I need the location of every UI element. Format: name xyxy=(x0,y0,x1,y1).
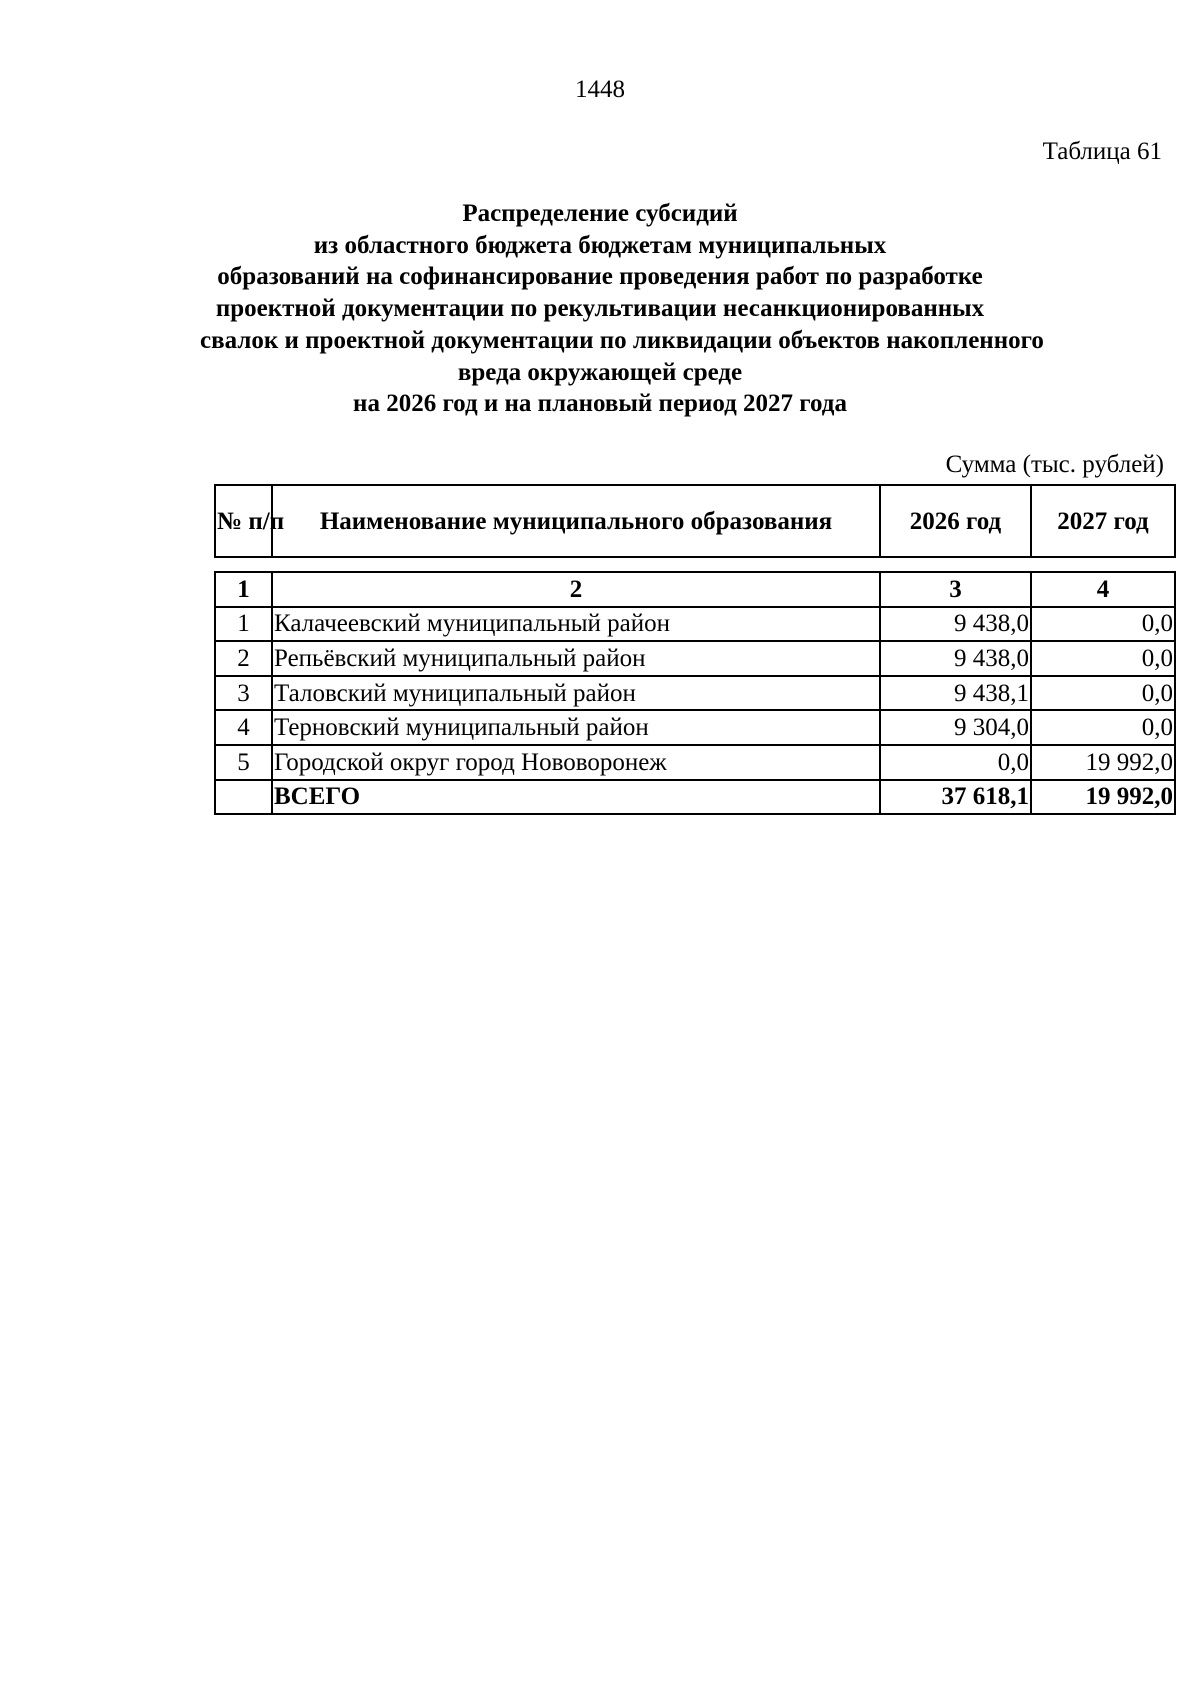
amount-2026: 9 438,0 xyxy=(880,641,1031,676)
municipality-name: Репьёвский муниципальный район xyxy=(272,641,880,676)
table-row xyxy=(215,607,1175,642)
table-row xyxy=(215,745,1175,780)
amount-2027: 0,0 xyxy=(1031,641,1175,676)
page-number: 1448 xyxy=(575,76,625,103)
title-line: свалок и проектной документации по ликвидации объектов накопленного xyxy=(200,326,1044,354)
column-number: 4 xyxy=(1031,572,1175,607)
municipality-name: Городской округ город Нововоронеж xyxy=(272,745,880,780)
header-name: Наименование муниципального образования xyxy=(272,485,880,557)
municipality-name: Калачеевский муниципальный район xyxy=(272,607,880,642)
column-numbers-row xyxy=(215,572,1175,607)
column-number: 3 xyxy=(880,572,1031,607)
total-number xyxy=(215,780,272,815)
table-label: Таблица 61 xyxy=(1042,138,1162,165)
amount-2026: 0,0 xyxy=(880,745,1031,780)
header-number: № п/п xyxy=(215,485,272,557)
table-header xyxy=(214,484,1176,558)
column-number: 2 xyxy=(272,572,880,607)
table-row xyxy=(215,710,1175,745)
row-number: 3 xyxy=(215,676,272,711)
amount-2027: 0,0 xyxy=(1031,676,1175,711)
header-2026: 2026 год xyxy=(880,485,1031,557)
title-line: Распределение субсидий xyxy=(462,200,738,227)
title-line: вреда окружающей среде xyxy=(457,358,743,386)
header-2027: 2027 год xyxy=(1031,485,1175,557)
amount-2027: 0,0 xyxy=(1031,710,1175,745)
row-number: 2 xyxy=(215,641,272,676)
municipality-name: Таловский муниципальный район xyxy=(272,676,880,711)
amount-2026: 9 438,1 xyxy=(880,676,1031,711)
data-table xyxy=(214,571,1176,815)
document-title xyxy=(200,198,1044,420)
total-label: ВСЕГО xyxy=(272,780,880,815)
units-label: Сумма (тыс. рублей) xyxy=(945,451,1164,478)
total-2026: 37 618,1 xyxy=(880,780,1031,815)
table-row xyxy=(215,641,1175,676)
title-line: проектной документации по рекультивации несанкционированных xyxy=(215,295,985,323)
row-number: 1 xyxy=(215,607,272,642)
title-line: образований на софинансирование проведения работ по разработке xyxy=(217,263,983,291)
municipality-name: Терновский муниципальный район xyxy=(272,710,880,745)
header-row xyxy=(215,485,1175,557)
amount-2027: 19 992,0 xyxy=(1031,745,1175,780)
title-line: из областного бюджета бюджетам муниципальных xyxy=(313,231,887,259)
amount-2027: 0,0 xyxy=(1031,607,1175,642)
amount-2026: 9 438,0 xyxy=(880,607,1031,642)
total-row xyxy=(215,780,1175,815)
row-number: 5 xyxy=(215,745,272,780)
total-2027: 19 992,0 xyxy=(1031,780,1175,815)
column-number: 1 xyxy=(215,572,272,607)
row-number: 4 xyxy=(215,710,272,745)
table-row xyxy=(215,676,1175,711)
amount-2026: 9 304,0 xyxy=(880,710,1031,745)
title-line: на 2026 год и на плановый период 2027 года xyxy=(353,390,847,418)
